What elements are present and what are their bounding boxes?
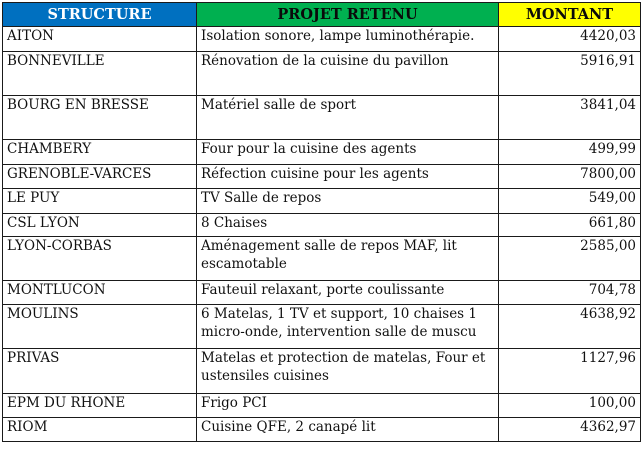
structure-cell: MOULINS bbox=[3, 305, 197, 349]
structure-cell: EPM DU RHONE bbox=[3, 394, 197, 418]
structure-cell: CSL LYON bbox=[3, 214, 197, 237]
montant-cell: 4638,92 bbox=[499, 305, 641, 349]
projet-cell: Rénovation de la cuisine du pavillon bbox=[197, 52, 499, 96]
table-row bbox=[3, 27, 641, 52]
table-row bbox=[3, 165, 641, 189]
structure-cell: GRENOBLE-VARCES bbox=[3, 165, 197, 189]
projet-cell: TV Salle de repos bbox=[197, 189, 499, 214]
structure-cell: BONNEVILLE bbox=[3, 52, 197, 96]
montant-cell: 549,00 bbox=[499, 189, 641, 214]
structure-cell: LE PUY bbox=[3, 189, 197, 214]
structure-cell: LYON-CORBAS bbox=[3, 237, 197, 281]
montant-cell: 7800,00 bbox=[499, 165, 641, 189]
projet-cell: 8 Chaises bbox=[197, 214, 499, 237]
montant-cell: 499,99 bbox=[499, 140, 641, 165]
projet-cell: Cuisine QFE, 2 canapé lit bbox=[197, 418, 499, 442]
table-row bbox=[3, 189, 641, 214]
table-row bbox=[3, 349, 641, 394]
projet-cell: Frigo PCI bbox=[197, 394, 499, 418]
table-row bbox=[3, 281, 641, 305]
structure-cell: AITON bbox=[3, 27, 197, 52]
structure-cell: RIOM bbox=[3, 418, 197, 442]
projet-cell: 6 Matelas, 1 TV et support, 10 chaises 1 micro-onde, intervention salle de muscu bbox=[197, 305, 499, 349]
montant-cell: 3841,04 bbox=[499, 96, 641, 140]
montant-cell: 5916,91 bbox=[499, 52, 641, 96]
table-row bbox=[3, 52, 641, 96]
projet-column-header: PROJET RETENU bbox=[197, 3, 499, 27]
table-row bbox=[3, 418, 641, 442]
montant-cell: 661,80 bbox=[499, 214, 641, 237]
table-body bbox=[3, 27, 641, 442]
montant-cell: 704,78 bbox=[499, 281, 641, 305]
header-row bbox=[3, 3, 641, 27]
table-row bbox=[3, 394, 641, 418]
structure-cell: PRIVAS bbox=[3, 349, 197, 394]
table-row bbox=[3, 305, 641, 349]
projet-cell: Matelas et protection de matelas, Four et ustensiles cuisines bbox=[197, 349, 499, 394]
projet-cell: Aménagement salle de repos MAF, lit escamotable bbox=[197, 237, 499, 281]
table-row bbox=[3, 214, 641, 237]
structure-cell: CHAMBERY bbox=[3, 140, 197, 165]
montant-cell: 100,00 bbox=[499, 394, 641, 418]
structure-cell: MONTLUCON bbox=[3, 281, 197, 305]
projet-cell: Fauteuil relaxant, porte coulissante bbox=[197, 281, 499, 305]
montant-column-header: MONTANT bbox=[499, 3, 641, 27]
table-row bbox=[3, 140, 641, 165]
table-row bbox=[3, 96, 641, 140]
montant-cell: 2585,00 bbox=[499, 237, 641, 281]
projet-cell: Four pour la cuisine des agents bbox=[197, 140, 499, 165]
projet-cell: Réfection cuisine pour les agents bbox=[197, 165, 499, 189]
projet-cell: Isolation sonore, lampe luminothérapie. bbox=[197, 27, 499, 52]
projet-cell: Matériel salle de sport bbox=[197, 96, 499, 140]
table-row bbox=[3, 237, 641, 281]
structure-cell: BOURG EN BRESSE bbox=[3, 96, 197, 140]
montant-cell: 4362,97 bbox=[499, 418, 641, 442]
montant-cell: 1127,96 bbox=[499, 349, 641, 394]
structure-column-header: STRUCTURE bbox=[3, 3, 197, 27]
montant-cell: 4420,03 bbox=[499, 27, 641, 52]
projects-table bbox=[2, 2, 641, 442]
